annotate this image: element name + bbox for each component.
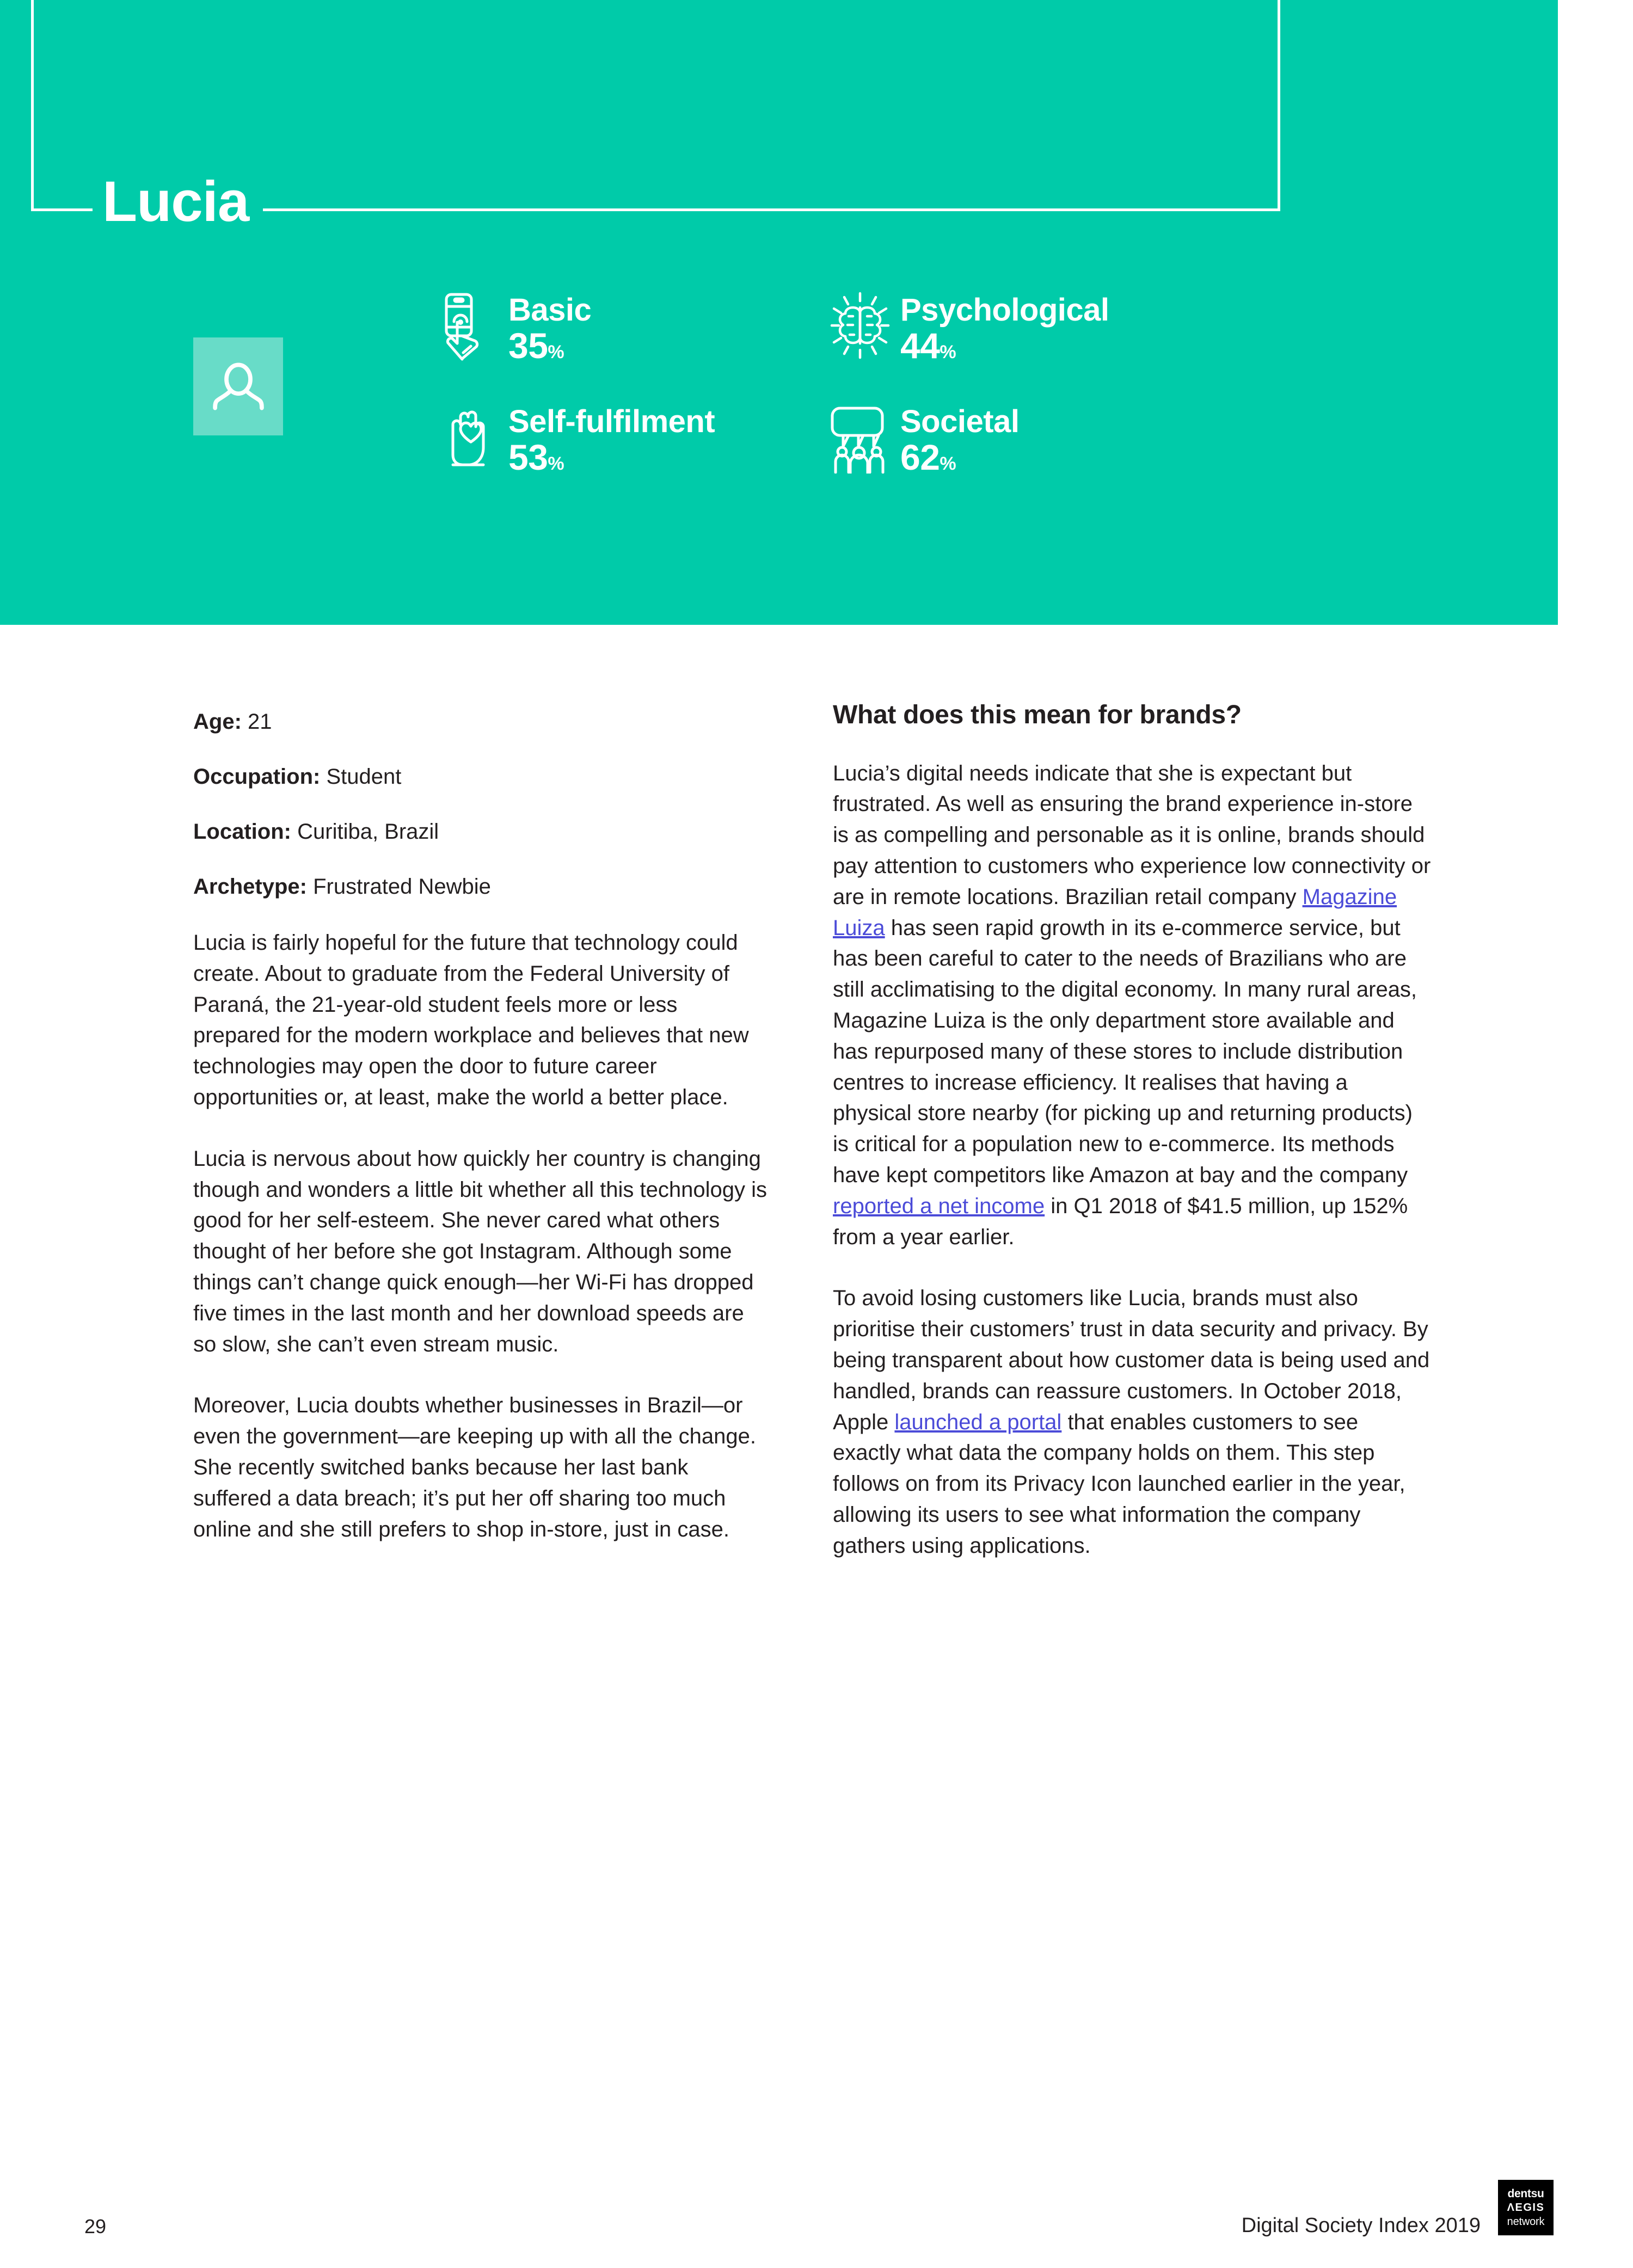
brands-p2-text-b: that enables customers to see exactly what data the company holds on them. This step follows on from its Privacy Icon launched earlier in the year, allowing its users to see what information the company gathers using applications.: [833, 1410, 1405, 1558]
profile-occupation-value: Student: [326, 765, 402, 789]
hero-banner: [0, 0, 1558, 625]
profile-paragraph: Lucia is fairly hopeful for the future that technology could create. About to graduate from the Federal University of Paraná, the 21-year-old student feels more or less prepared for the modern workplace and believes that new technologies may open the door to future career opportunities or, at least, make the world a better place.: [193, 931, 749, 1109]
brands-p1-text-a: Lucia’s digital needs indicate that she is expectant but frustrated. As well as ensuring the brand experience in-store is as compelling and personable as it is online, brands should pay attention to customers who experience low connectivity or are in remote locations. Brazilian retail company: [833, 761, 1431, 909]
brain-radiating-icon: [827, 288, 893, 365]
persona-name: Lucia: [93, 173, 263, 230]
stat-value: 53: [508, 437, 548, 478]
page-footer: [0, 2183, 1633, 2248]
stat-label: Societal: [900, 404, 1020, 440]
profile-archetype: [193, 872, 770, 901]
stat-unit: %: [548, 342, 564, 363]
profile-age-label: Age:: [193, 710, 242, 734]
brands-paragraph-2: [833, 1283, 1432, 1561]
stat-psychological: [827, 288, 1109, 366]
stats-row-1: [435, 288, 1388, 366]
stat-unit: %: [940, 453, 956, 475]
stat-label: Basic: [508, 292, 592, 328]
reported-net-income-link[interactable]: reported a net income: [833, 1194, 1045, 1218]
brands-p2-text-a: To avoid losing customers like Lucia, brands must also prioritise their customers’ trust in data security and privacy. By being transparent about how customer data is being used and handled, brands can reassure customers. In October 2018, Apple: [833, 1286, 1430, 1434]
profile-age-value: 21: [248, 710, 272, 734]
profile-archetype-value: Frustrated Newbie: [313, 875, 491, 899]
profile-location-label: Location:: [193, 820, 291, 844]
brands-p1-text-b: has seen rapid growth in its e-commerce service, but has been careful to cater to the needs of Brazilians who are still acclimatising to the digital economy. In many rural areas, Magazine Luiza is the only department store available and has repurposed many of these stores to include distribution centres to increase efficiency. It realises that having a physical store nearby (for picking up and returning products) is critical for a population new to e-commerce. Its methods have kept competitors like Amazon at bay and the company: [833, 915, 1417, 1187]
brands-paragraph-1: [833, 758, 1432, 1253]
stat-label: Self-fulfilment: [508, 404, 715, 440]
profile-paragraph: Moreover, Lucia doubts whether businesses in Brazil—or even the government—are keeping up with all the change. She recently switched banks because her last bank suffered a data breach; it’s put her off sharing too much online and she still prefers to shop in-store, just in case.: [193, 1393, 757, 1541]
stats-row-2: [435, 400, 1388, 478]
person-outline-icon: [208, 357, 268, 416]
profile-paragraph: Lucia is nervous about how quickly her country is changing though and wonders a little bit whether all this technology is good for her self-esteem. She never cared what others thought of her before she got Instagram. Although some things can’t change quick enough—her Wi-Fi has dropped five times in the last month and her download speeds are so slow, she can’t even stream music.: [193, 1146, 767, 1356]
hand-tapping-smartphone-icon: [435, 288, 501, 365]
profile-age: [193, 708, 770, 736]
avatar: [193, 337, 283, 435]
page-number: 29: [84, 2215, 107, 2238]
stat-unit: %: [548, 453, 564, 475]
magazine-luiza-link[interactable]: Magazine Luiza: [833, 884, 1397, 940]
brands-p1-text-c: in Q1 2018 of $41.5 million, up 152% from a year earlier.: [833, 1194, 1408, 1249]
stat-unit: %: [940, 342, 956, 363]
stat-basic: [435, 288, 827, 366]
profile-occupation-label: Occupation:: [193, 765, 321, 789]
profile-location: [193, 818, 770, 846]
brands-column: [833, 699, 1432, 1562]
launched-a-portal-link[interactable]: launched a portal: [894, 1410, 1062, 1434]
logo-line-network: network: [1507, 2216, 1545, 2228]
logo-line-dentsu: dentsu: [1507, 2187, 1544, 2200]
dentsu-aegis-network-logo: [1498, 2180, 1554, 2235]
profile-archetype-label: Archetype:: [193, 875, 307, 899]
needs-stats: [435, 288, 1388, 478]
profile-location-value: Curitiba, Brazil: [297, 820, 439, 844]
stat-value: 44: [900, 325, 940, 366]
stat-societal: [827, 400, 1019, 478]
footer-title: Digital Society Index 2019: [1241, 2214, 1481, 2237]
speech-bubble-people-icon: [827, 400, 893, 476]
hand-with-heart-icon: [435, 400, 501, 476]
page-title: What does this mean for brands?: [833, 700, 1242, 729]
profile-occupation: [193, 763, 770, 791]
logo-line-aegis: ΛEGIS: [1507, 2202, 1545, 2214]
stat-value: 62: [900, 437, 940, 478]
stat-value: 35: [508, 325, 548, 366]
stat-self-fulfilment: [435, 400, 827, 478]
stat-label: Psychological: [900, 292, 1109, 328]
profile-column: [193, 708, 770, 1545]
